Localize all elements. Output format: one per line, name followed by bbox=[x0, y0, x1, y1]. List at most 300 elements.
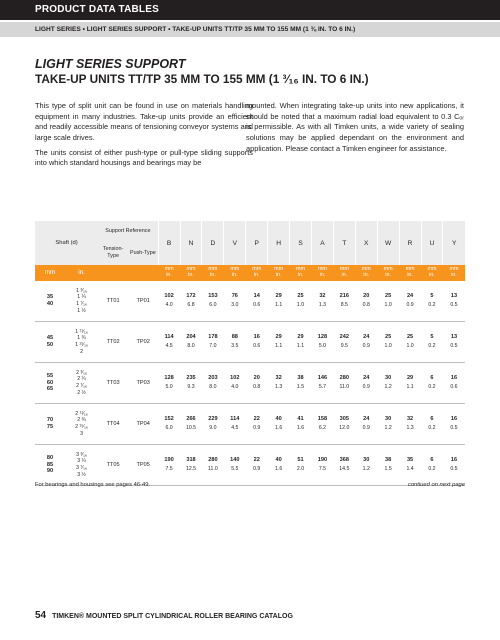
value-mm: 38 bbox=[385, 456, 392, 463]
value-mm: 22 bbox=[253, 456, 260, 463]
value-in: 1.1 bbox=[275, 302, 283, 309]
shaft-in-value: 1 ¹¹⁄₁₆ bbox=[75, 328, 88, 335]
shaft-in-value: 1 ¾ bbox=[77, 335, 86, 342]
unit-pair bbox=[421, 265, 443, 281]
unit-pair bbox=[180, 265, 202, 281]
dimension-value-d bbox=[202, 445, 224, 486]
value-in: 5.5 bbox=[231, 466, 239, 473]
value-mm: 6 bbox=[430, 374, 434, 381]
value-in: 1.6 bbox=[275, 425, 283, 432]
dimension-value-v bbox=[224, 445, 246, 486]
push-type-code: TP02 bbox=[128, 322, 158, 363]
dimension-value-p bbox=[246, 445, 268, 486]
dimension-value-t bbox=[333, 322, 355, 363]
value-mm: 13 bbox=[450, 333, 458, 340]
dimension-value-r bbox=[399, 281, 421, 322]
dimension-value-d bbox=[202, 281, 224, 322]
value-in: 0.2 bbox=[428, 302, 436, 309]
shaft-mm bbox=[35, 363, 65, 404]
unit-pair bbox=[333, 265, 355, 281]
value-in: 1.2 bbox=[362, 466, 370, 473]
value-in: 0.9 bbox=[253, 425, 261, 432]
shaft-mm-value: 90 bbox=[46, 468, 54, 475]
value-in: 0.8 bbox=[253, 384, 261, 391]
dimension-value-h bbox=[268, 404, 290, 445]
dimension-value-s bbox=[290, 363, 312, 404]
value-in: 4.0 bbox=[231, 384, 239, 391]
dimension-header-w: W bbox=[377, 221, 399, 265]
value-mm: 20 bbox=[363, 292, 370, 299]
value-mm: 24 bbox=[363, 374, 370, 381]
dimension-value-p bbox=[246, 404, 268, 445]
value-in: 0.8 bbox=[362, 302, 370, 309]
unit-mm-label: mm bbox=[35, 265, 65, 281]
unit-mm: mm bbox=[252, 266, 262, 273]
dimension-value-s bbox=[290, 445, 312, 486]
dimension-value-t bbox=[333, 363, 355, 404]
value-in: 6.0 bbox=[165, 425, 173, 432]
value-mm: 5 bbox=[430, 292, 434, 299]
shaft-in-value: 3 ⁷⁄₁₆ bbox=[76, 465, 88, 471]
value-in: 6.8 bbox=[187, 302, 195, 309]
shaft-in-value: 2 ½ bbox=[77, 389, 86, 396]
dimension-value-t bbox=[333, 404, 355, 445]
value-in: 0.5 bbox=[450, 466, 458, 473]
intro-paragraph: This type of split unit can be found in use on materials handling equipment in many industries. Take-up units provide an efficient and readily accessible means of tensioning conveyor systems and large scale drives. bbox=[35, 101, 253, 142]
page-number: 54 bbox=[35, 610, 47, 621]
tension-type-code: TT05 bbox=[98, 445, 128, 486]
unit-mm: mm bbox=[230, 266, 240, 273]
shaft-in-value: 2 ¹¹⁄₁₆ bbox=[75, 410, 88, 417]
value-in: 1.0 bbox=[384, 302, 392, 309]
unit-mm: mm bbox=[339, 266, 349, 273]
dimension-value-h bbox=[268, 322, 290, 363]
value-mm: 24 bbox=[363, 333, 370, 340]
unit-in: in. bbox=[253, 272, 260, 278]
intro-right-column bbox=[246, 101, 464, 158]
value-mm: 114 bbox=[164, 333, 174, 340]
shaft-in-value: 1 ½ bbox=[77, 307, 86, 314]
unit-pair bbox=[377, 265, 399, 281]
value-in: 8.5 bbox=[340, 302, 348, 309]
value-mm: 190 bbox=[164, 456, 174, 463]
value-in: 0.9 bbox=[362, 384, 370, 391]
unit-in: in. bbox=[275, 272, 282, 278]
dimension-header-v: V bbox=[224, 221, 246, 265]
value-mm: 20 bbox=[253, 374, 260, 381]
unit-mm: mm bbox=[274, 266, 284, 273]
dimension-value-t bbox=[333, 281, 355, 322]
shaft-in-value: 1 ³⁄₁₆ bbox=[76, 287, 87, 294]
value-mm: 216 bbox=[339, 292, 350, 299]
unit-pair bbox=[202, 265, 224, 281]
value-in: 10.5 bbox=[185, 425, 197, 432]
dimension-value-s bbox=[290, 404, 312, 445]
value-in: 0.2 bbox=[428, 343, 436, 350]
shaft-mm-value: 40 bbox=[46, 301, 54, 307]
value-in: 1.6 bbox=[296, 425, 305, 432]
dimension-header-t: T bbox=[333, 221, 355, 265]
value-mm: 13 bbox=[450, 292, 458, 299]
dimension-value-w bbox=[377, 445, 399, 486]
dimension-value-y bbox=[443, 322, 465, 363]
value-mm: 128 bbox=[317, 333, 328, 340]
value-in: 7.5 bbox=[165, 466, 173, 473]
unit-pair bbox=[158, 265, 180, 281]
unit-in: in. bbox=[188, 272, 194, 278]
table-row bbox=[35, 322, 465, 363]
dimension-value-u bbox=[421, 404, 443, 445]
dimension-value-v bbox=[224, 281, 246, 322]
shaft-in-value: 3 ½ bbox=[77, 471, 86, 478]
section-header: PRODUCT DATA TABLES bbox=[0, 0, 500, 20]
value-mm: 235 bbox=[186, 374, 196, 381]
value-in: 9.5 bbox=[340, 343, 348, 350]
dimension-value-x bbox=[355, 404, 377, 445]
dimension-value-y bbox=[443, 404, 465, 445]
value-mm: 16 bbox=[253, 333, 260, 340]
value-mm: 16 bbox=[450, 415, 458, 422]
shaft-in bbox=[65, 322, 98, 363]
dimension-value-n bbox=[180, 363, 202, 404]
value-mm: 204 bbox=[186, 333, 196, 340]
push-type-code: TP05 bbox=[128, 445, 158, 486]
value-in: 5.7 bbox=[318, 384, 327, 391]
unit-blank bbox=[128, 265, 158, 281]
dimension-value-r bbox=[399, 404, 421, 445]
unit-pair bbox=[246, 265, 268, 281]
value-in: 0.2 bbox=[428, 384, 436, 391]
unit-pair bbox=[268, 265, 290, 281]
dimension-value-v bbox=[224, 363, 246, 404]
value-in: 2.0 bbox=[296, 466, 305, 473]
tension-type-code: TT01 bbox=[98, 281, 128, 322]
intro-paragraph: mounted. When integrating take-up units into new applications, it should be noted that a maximum radial load equivalent to 0.3 Cₒᵣ is permissible. As with all Timken units, a wide variety of sealing solutions may be applied dependant on the environment and application. Please contact a Timken engineer for assistance. bbox=[246, 101, 464, 153]
dimension-value-p bbox=[246, 363, 268, 404]
dimension-header-b: B bbox=[158, 221, 180, 265]
dimension-value-x bbox=[355, 322, 377, 363]
dimension-value-y bbox=[443, 363, 465, 404]
shaft-in-value: 1 ⁷⁄₁₆ bbox=[76, 301, 88, 307]
shaft-in bbox=[65, 445, 98, 486]
value-mm: 153 bbox=[208, 292, 218, 299]
shaft-mm-value: 75 bbox=[46, 424, 54, 430]
dimension-header-p: P bbox=[246, 221, 268, 265]
dimension-value-y bbox=[443, 445, 465, 486]
shaft-mm bbox=[35, 281, 65, 322]
value-mm: 172 bbox=[186, 292, 196, 299]
value-in: 8.0 bbox=[209, 384, 217, 391]
value-mm: 29 bbox=[275, 292, 282, 299]
shaft-in bbox=[65, 404, 98, 445]
value-mm: 25 bbox=[385, 292, 392, 299]
value-mm: 16 bbox=[450, 374, 458, 381]
value-mm: 25 bbox=[406, 333, 414, 340]
shaft-in-value: 2 bbox=[80, 348, 83, 355]
shaft-mm bbox=[35, 445, 65, 486]
dimension-value-b bbox=[158, 404, 180, 445]
value-mm: 40 bbox=[275, 456, 282, 463]
dimension-header-a: A bbox=[311, 221, 333, 265]
shaft-mm bbox=[35, 322, 65, 363]
value-mm: 14 bbox=[253, 292, 260, 299]
continued-note: contiued on next page bbox=[407, 482, 465, 488]
value-mm: 6 bbox=[430, 415, 434, 422]
dimension-value-p bbox=[246, 322, 268, 363]
dimension-value-u bbox=[421, 322, 443, 363]
value-in: 4.5 bbox=[231, 425, 239, 432]
value-in: 6.2 bbox=[318, 425, 327, 432]
support-reference-header: Support Reference bbox=[98, 221, 158, 241]
value-in: 1.3 bbox=[275, 384, 283, 391]
value-mm: 29 bbox=[406, 374, 414, 381]
dimension-value-u bbox=[421, 363, 443, 404]
value-in: 12.0 bbox=[339, 425, 350, 432]
unit-mm: mm bbox=[186, 266, 196, 273]
value-mm: 305 bbox=[339, 415, 350, 422]
value-mm: 32 bbox=[319, 292, 326, 299]
dimension-value-n bbox=[180, 445, 202, 486]
value-mm: 76 bbox=[231, 292, 238, 299]
value-mm: 318 bbox=[186, 456, 196, 463]
value-in: 0.9 bbox=[362, 425, 370, 432]
value-mm: 30 bbox=[363, 456, 370, 463]
shaft-in bbox=[65, 363, 98, 404]
tension-type-code: TT04 bbox=[98, 404, 128, 445]
unit-in: in. bbox=[319, 272, 326, 278]
value-mm: 5 bbox=[430, 333, 434, 340]
value-mm: 32 bbox=[275, 374, 282, 381]
value-mm: 146 bbox=[317, 374, 328, 381]
value-mm: 178 bbox=[208, 333, 218, 340]
value-mm: 128 bbox=[164, 374, 174, 381]
value-in: 11.0 bbox=[208, 466, 218, 473]
value-mm: 242 bbox=[339, 333, 350, 340]
shaft-in-value: 2 ¾ bbox=[77, 417, 86, 424]
table-row bbox=[35, 404, 465, 445]
value-in: 1.1 bbox=[406, 384, 414, 391]
value-in: 5.0 bbox=[318, 343, 327, 350]
table-row bbox=[35, 363, 465, 404]
unit-mm: mm bbox=[164, 266, 174, 273]
series-title: LIGHT SERIES SUPPORT bbox=[35, 57, 186, 71]
value-mm: 29 bbox=[275, 333, 282, 340]
dimension-value-x bbox=[355, 363, 377, 404]
shaft-in bbox=[65, 281, 98, 322]
value-in: 0.5 bbox=[450, 343, 458, 350]
unit-mm: mm bbox=[383, 266, 393, 273]
unit-pair bbox=[311, 265, 333, 281]
shaft-mm-value: 65 bbox=[46, 386, 54, 393]
value-in: 1.0 bbox=[406, 343, 414, 350]
dimension-value-d bbox=[202, 322, 224, 363]
shaft-in-value: 2 ¼ bbox=[77, 376, 86, 383]
value-mm: 6 bbox=[430, 456, 434, 463]
value-in: 0.5 bbox=[450, 302, 458, 309]
value-mm: 152 bbox=[164, 415, 174, 422]
dimension-value-r bbox=[399, 363, 421, 404]
value-mm: 30 bbox=[385, 415, 392, 422]
dimension-value-w bbox=[377, 322, 399, 363]
value-in: 0.6 bbox=[450, 384, 458, 391]
value-in: 0.6 bbox=[253, 302, 261, 309]
catalog-name: TIMKEN® MOUNTED SPLIT CYLINDRICAL ROLLER BEARING CATALOG bbox=[52, 613, 293, 620]
dimension-value-n bbox=[180, 281, 202, 322]
value-in: 6.0 bbox=[209, 302, 217, 309]
value-in: 8.0 bbox=[187, 343, 195, 350]
dimension-value-h bbox=[268, 281, 290, 322]
unit-mm: mm bbox=[427, 266, 437, 273]
dimension-value-w bbox=[377, 363, 399, 404]
value-in: 7.5 bbox=[318, 466, 327, 473]
dimension-value-a bbox=[311, 445, 333, 486]
value-in: 14.5 bbox=[339, 466, 350, 473]
dimension-header-u: U bbox=[421, 221, 443, 265]
shaft-in-value: 3 bbox=[80, 430, 83, 437]
unit-mm: mm bbox=[449, 266, 459, 273]
dimension-header-n: N bbox=[180, 221, 202, 265]
value-mm: 25 bbox=[297, 292, 304, 299]
shaft-in-value: 1 ¹⁵⁄₁₆ bbox=[75, 342, 89, 348]
value-mm: 24 bbox=[406, 292, 414, 299]
unit-in: in. bbox=[210, 272, 216, 278]
dimension-value-r bbox=[399, 445, 421, 486]
value-mm: 25 bbox=[385, 333, 392, 340]
value-in: 3.0 bbox=[231, 302, 239, 309]
value-mm: 22 bbox=[253, 415, 260, 422]
value-in: 1.3 bbox=[318, 302, 327, 309]
value-in: 1.5 bbox=[296, 384, 305, 391]
shaft-in-value: 2 ¹⁵⁄₁₆ bbox=[75, 424, 89, 430]
dimension-value-h bbox=[268, 445, 290, 486]
value-in: 5.0 bbox=[165, 384, 173, 391]
value-in: 0.5 bbox=[450, 425, 458, 432]
shaft-mm bbox=[35, 404, 65, 445]
shaft-mm-value: 80 bbox=[46, 454, 54, 461]
value-mm: 102 bbox=[230, 374, 240, 381]
dimension-value-d bbox=[202, 404, 224, 445]
value-mm: 158 bbox=[317, 415, 328, 422]
dimension-header-r: R bbox=[399, 221, 421, 265]
dimension-header-h: H bbox=[268, 221, 290, 265]
value-mm: 32 bbox=[406, 415, 414, 422]
dimension-value-y bbox=[443, 281, 465, 322]
value-in: 0.9 bbox=[406, 302, 414, 309]
value-mm: 280 bbox=[339, 374, 350, 381]
value-in: 1.0 bbox=[384, 343, 392, 350]
push-type-code: TP01 bbox=[128, 281, 158, 322]
page-title: TAKE-UP UNITS TT/TP 35 MM TO 155 MM (1 ³⁄₁₆ IN. TO 6 IN.) bbox=[35, 72, 369, 86]
unit-pair bbox=[224, 265, 246, 281]
shaft-mm-value: 85 bbox=[46, 461, 54, 468]
value-in: 1.1 bbox=[275, 343, 283, 350]
value-mm: 41 bbox=[297, 415, 304, 422]
push-type-code: TP03 bbox=[128, 363, 158, 404]
intro-left-column bbox=[35, 101, 253, 173]
value-in: 11.0 bbox=[339, 384, 350, 391]
dimension-value-a bbox=[311, 322, 333, 363]
dimension-value-s bbox=[290, 281, 312, 322]
unit-in-label: in. bbox=[65, 265, 98, 281]
value-mm: 30 bbox=[385, 374, 392, 381]
unit-mm: mm bbox=[405, 266, 415, 273]
tension-type-code: TT03 bbox=[98, 363, 128, 404]
value-mm: 35 bbox=[406, 456, 414, 463]
value-in: 1.5 bbox=[384, 466, 392, 473]
dimension-value-a bbox=[311, 404, 333, 445]
value-mm: 38 bbox=[297, 374, 304, 381]
value-mm: 190 bbox=[317, 456, 328, 463]
unit-in: in. bbox=[341, 272, 348, 278]
unit-in: in. bbox=[407, 272, 413, 278]
push-type-header: Push-Type bbox=[128, 241, 158, 265]
dimension-value-x bbox=[355, 445, 377, 486]
value-in: 12.5 bbox=[185, 466, 197, 473]
unit-pair bbox=[443, 265, 465, 281]
value-in: 0.2 bbox=[428, 425, 436, 432]
value-mm: 203 bbox=[208, 374, 218, 381]
unit-mm: mm bbox=[208, 266, 218, 273]
value-mm: 16 bbox=[450, 456, 458, 463]
value-mm: 29 bbox=[297, 333, 304, 340]
value-in: 0.6 bbox=[253, 343, 261, 350]
intro-paragraph: The units consist of either push-type or pull-type sliding supports into which standard housings and bearings may be bbox=[35, 147, 253, 168]
unit-pair bbox=[355, 265, 377, 281]
shaft-in-value: 3 ³⁄₁₆ bbox=[76, 451, 87, 458]
value-in: 1.4 bbox=[406, 466, 414, 473]
unit-mm: mm bbox=[317, 266, 327, 273]
dimension-value-v bbox=[224, 404, 246, 445]
shaft-mm-value: 70 bbox=[46, 417, 54, 424]
dimension-value-t bbox=[333, 445, 355, 486]
dimension-value-a bbox=[311, 281, 333, 322]
dimension-value-d bbox=[202, 363, 224, 404]
dimension-value-w bbox=[377, 281, 399, 322]
dimension-value-p bbox=[246, 281, 268, 322]
shaft-mm-value: 35 bbox=[46, 294, 54, 301]
value-mm: 266 bbox=[186, 415, 196, 422]
unit-in: in. bbox=[231, 272, 238, 278]
take-up-units-table bbox=[35, 221, 465, 486]
table-footnote: For bearings and housings see pages 46-49. bbox=[35, 482, 151, 488]
value-mm: 114 bbox=[230, 415, 240, 422]
shaft-in-value: 2 ³⁄₁₆ bbox=[76, 369, 87, 376]
unit-in: in. bbox=[297, 272, 304, 278]
value-in: 4.5 bbox=[165, 343, 173, 350]
value-in: 9.3 bbox=[187, 384, 195, 391]
dimension-value-s bbox=[290, 322, 312, 363]
dimension-value-n bbox=[180, 404, 202, 445]
dimension-header-d: D bbox=[202, 221, 224, 265]
dimension-value-b bbox=[158, 445, 180, 486]
shaft-header: Shaft (d) bbox=[35, 221, 98, 265]
value-mm: 229 bbox=[208, 415, 218, 422]
shaft-in-value: 2 ⁷⁄₁₆ bbox=[76, 383, 88, 389]
dimension-value-w bbox=[377, 404, 399, 445]
value-in: 3.5 bbox=[231, 343, 239, 350]
page-footer bbox=[35, 610, 293, 621]
shaft-mm-value: 50 bbox=[46, 342, 54, 348]
dimension-value-b bbox=[158, 322, 180, 363]
value-in: 4.0 bbox=[165, 302, 173, 309]
tension-type-header: Tension-Type bbox=[98, 241, 128, 265]
value-in: 0.2 bbox=[428, 466, 436, 473]
dimension-value-u bbox=[421, 445, 443, 486]
shaft-mm-value: 60 bbox=[46, 379, 54, 386]
tension-type-code: TT02 bbox=[98, 322, 128, 363]
unit-pair bbox=[399, 265, 421, 281]
value-in: 1.2 bbox=[384, 425, 392, 432]
